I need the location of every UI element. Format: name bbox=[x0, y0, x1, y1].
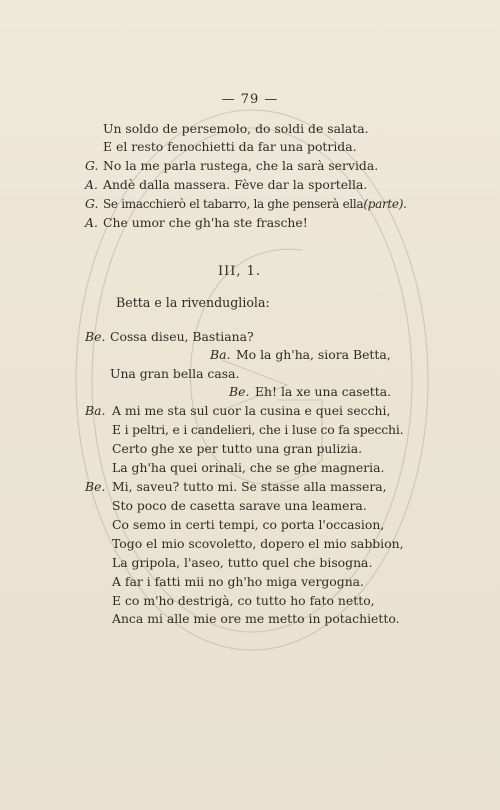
speaker-label: A. bbox=[85, 177, 98, 192]
verse-line-13: Certo ghe xe per tutto una gran pulizia. bbox=[112, 441, 363, 456]
verse-line-5 bbox=[103, 198, 407, 210]
scene-intro: Betta e la rivendugliola: bbox=[116, 295, 270, 310]
speaker-label: Be. bbox=[85, 329, 106, 344]
speaker-label: Be. bbox=[229, 384, 250, 399]
stage-direction: (parte) bbox=[363, 197, 404, 211]
speaker-label: G. bbox=[85, 158, 99, 173]
verse-line-1: Un soldo de persemolo, do soldi de salata. bbox=[103, 121, 369, 136]
verse-line-14: La gh'ha quei orinali, che se ghe magneria. bbox=[112, 460, 385, 475]
speaker-label: Be. bbox=[85, 479, 106, 494]
verse-line-22: Anca mi alle mie ore me metto in potachietto. bbox=[112, 611, 400, 626]
verse-line-4: Andè dalla massera. Fève dar la sportella. bbox=[103, 177, 368, 192]
verse-line-19: La gripola, l'aseo, tutto quel che bisogna. bbox=[112, 555, 373, 570]
verse-line-8: Mo la gh'ha, siora Betta, bbox=[236, 347, 391, 362]
verse-line-7: Cossa diseu, Bastiana? bbox=[110, 329, 254, 344]
verse-line-20: A far i fatti mii no gh'ho miga vergogna. bbox=[112, 574, 364, 589]
verse-line-17: Co semo in certi tempi, co porta l'occasion, bbox=[112, 517, 385, 532]
verse-line-16: Sto poco de casetta sarave una leamera. bbox=[112, 498, 367, 513]
verse-line-2: E el resto fenochietti da far una potrida. bbox=[103, 139, 357, 154]
verse-line-9: Una gran bella casa. bbox=[110, 366, 240, 381]
verse-line-6: Che umor che gh'ha ste frasche! bbox=[103, 215, 308, 230]
verse-line-15: Mi, saveu? tutto mi. Se stasse alla massera, bbox=[112, 479, 387, 494]
speaker-label: A. bbox=[85, 215, 98, 230]
scene-heading: III, 1. bbox=[218, 264, 262, 279]
page-number: — 79 — bbox=[221, 92, 279, 107]
verse-text: Se imacchierò el tabarro, la ghe penserà ella bbox=[103, 197, 364, 211]
speaker-label: G. bbox=[85, 196, 99, 211]
verse-line-10: Eh! la xe una casetta. bbox=[255, 384, 392, 399]
speaker-label: Ba. bbox=[210, 347, 231, 362]
speaker-label: Ba. bbox=[85, 403, 106, 418]
verse-line-12: E i peltri, e i candelieri, che i luse co fa specchi. bbox=[112, 422, 404, 437]
verse-punctuation: . bbox=[403, 197, 407, 211]
verse-line-11: A mi me sta sul cuor la cusina e quei secchi, bbox=[112, 403, 391, 418]
verse-line-3: No la me parla rustega, che la sarà servida. bbox=[103, 158, 379, 173]
verse-line-18: Togo el mio scovoletto, dopero el mio sabbion, bbox=[112, 536, 404, 551]
verse-line-21: E co m'ho destrigà, co tutto ho fato netto, bbox=[112, 593, 375, 608]
